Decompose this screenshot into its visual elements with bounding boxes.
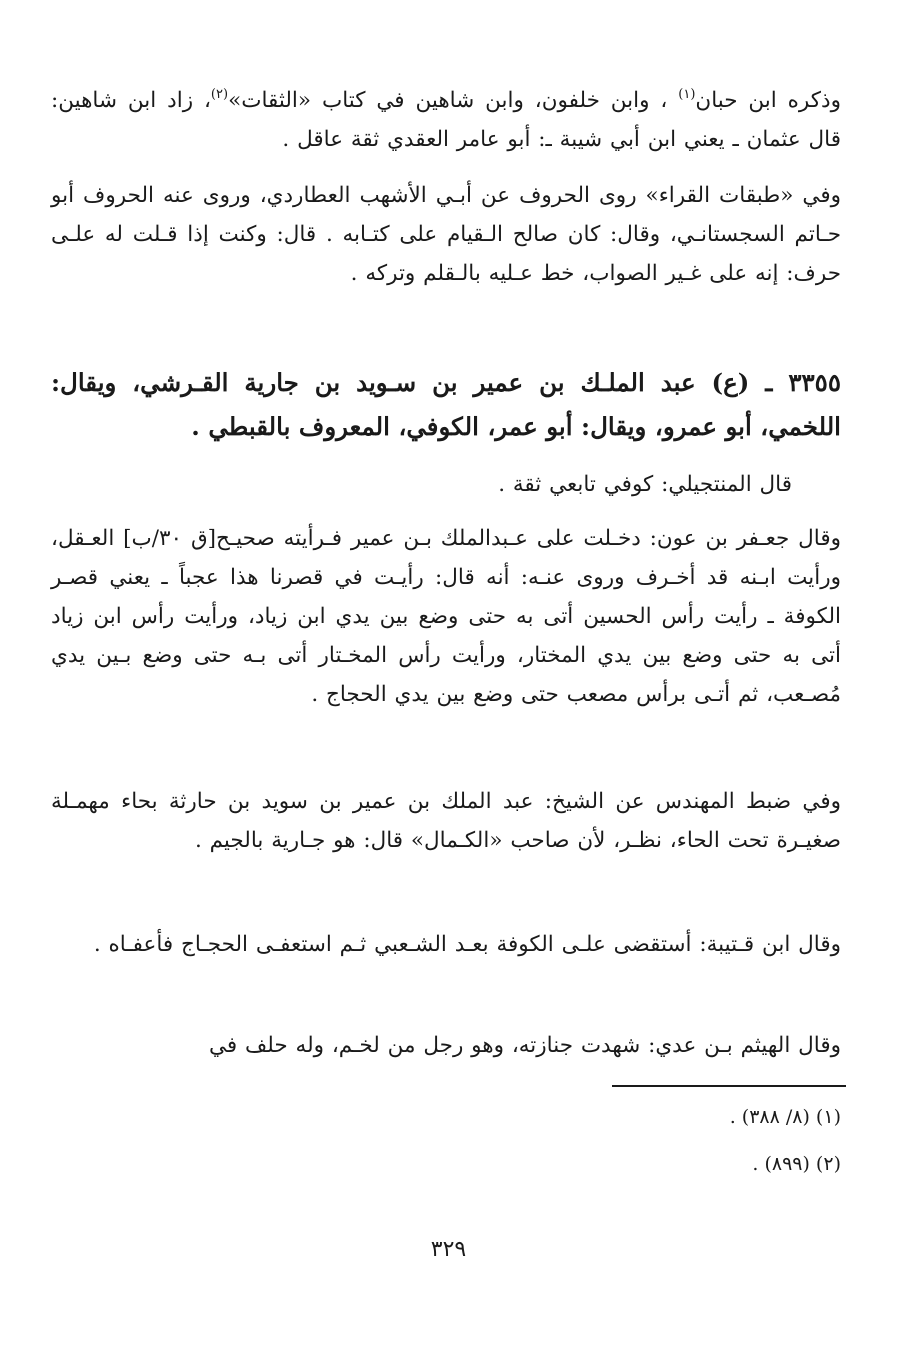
paragraph-text: وفي «طبقات القراء» روى الحروف عن أبـي الأشهب العطاردي، وروى عنه الحروف أبو حـاتم السجستانـي، وقال: كان صالح الـقيام على كتـابه . قال: وكنت إذا قـلت له علـى حرف: إنه على غـير الصواب، خط عـليه بالـقلم وتركه . (51, 183, 841, 286)
footnote-marker-2: (٢) (210, 87, 229, 102)
footnote-1: (١) (٨/ ٣٨٨) . (729, 1106, 841, 1128)
paragraph-text: وقال ابن قـتيبة: أستقضى علـى الكوفة بعـد الشـعبي ثـم استعفـى الحجـاج فأعفـاه . (93, 932, 841, 957)
paragraph-text (51, 81, 841, 159)
text-run: ، وابن خلفون، وابن شاهين في كتاب «الثقات» (228, 88, 679, 113)
paragraph-ibn-hibban (51, 81, 841, 159)
paragraph-text: وقال الهيثم بـن عدي: شهدت جنازته، وهو رجل من لخـم، وله حلف في (209, 1033, 841, 1058)
footnote-marker-1: (١) (678, 87, 696, 102)
text-run: وذكره ابن حبان (695, 88, 841, 113)
paragraph-ibn-qutayba (51, 925, 841, 964)
paragraph-haytham-ibn-adi (51, 1026, 841, 1065)
paragraph-dabt-al-muhandis (51, 782, 841, 860)
paragraph-text: وقال جعـفر بن عون: دخـلت على عـبدالملك بـن عمير فـرأيته صحيـح[ق ٣٠/ب] العـقل، ورأيت ابـنه قد أخـرف وروى عنـه: أنه قال: رأيـت في قصرنا هذا عجباً ـ يعني قصـر الكوفة ـ رأيت رأس الحسين أتى به حتى وضع بين يدي ابن زياد، ورأيت رأس ابن زياد أتى به حتى وضع بين يدي المختار، ورأيت رأس المخـتار أتى بـه حتى وضع بـين يدي مُصـعب، ثم أتـى برأس مصعب حتى وضع بين يدي الحجاج . (51, 526, 841, 707)
page-number: ٣٢٩ (430, 1237, 467, 1262)
footnote-divider (612, 1085, 846, 1087)
paragraph-text: وفي ضبط المهندس عن الشيخ: عبد الملك بن عمير بن سويد بن حارثة بحاء مهمـلة صغيـرة تحت الحاء، نظـر، لأن صاحب «الكـمال» قال: هو جـارية بالجيم . (51, 789, 841, 853)
entry-heading-3355: ٣٣٥٥ ـ (ع) عبد الملـك بن عمير بن سـويد بن جارية القـرشي، ويقال: اللخمي، أبو عمرو، ويقال: أبو عمر، الكوفي، المعروف بالقبطي . (51, 368, 841, 441)
paragraph-muntajili (51, 465, 792, 504)
paragraph-tabaqat-al-qurra (51, 176, 841, 293)
paragraph-jafar-ibn-awn (51, 519, 841, 714)
footnote-2: (٢) (٨٩٩) . (752, 1153, 841, 1175)
paragraph-text: قال المنتجيلي: كوفي تابعي ثقة . (498, 472, 792, 497)
text-run: ، زاد ابن شاهين: قال عثمان ـ يعني ابن أبي شيبة ـ: أبو عامر العقدي ثقة عاقل . (51, 88, 841, 152)
